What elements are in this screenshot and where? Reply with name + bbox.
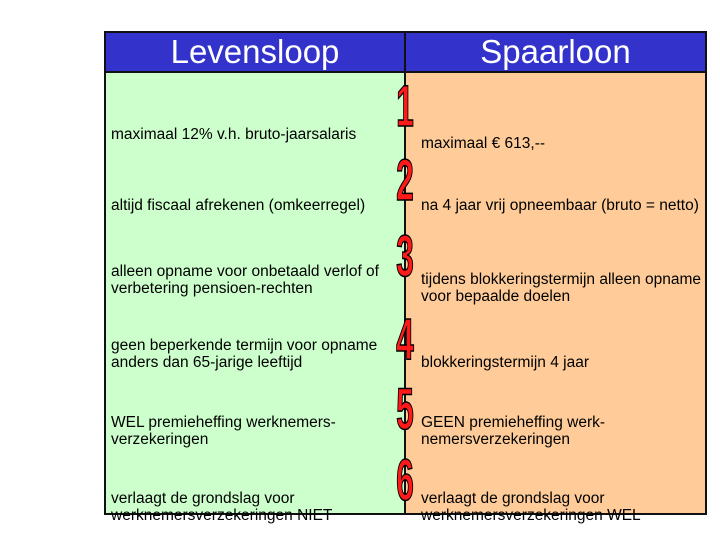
number-6: 6 <box>396 448 414 513</box>
number-2: 2 <box>396 148 414 213</box>
levensloop-row-4: geen beperkende termijn voor opname anders dan 65-jarige leeftijd <box>111 337 378 371</box>
spaarloon-row-5: GEEN premieheffing werk-nemersverzekeringen <box>421 414 606 448</box>
number-5: 5 <box>396 377 414 442</box>
levensloop-row-6: verlaagt de grondslag voor werknemersverzekeringen NIET <box>111 490 333 524</box>
number-1: 1 <box>396 74 414 139</box>
spaarloon-column <box>406 73 705 524</box>
spaarloon-row-6: verlaagt de grondslag voor werknemersverzekeringen WEL <box>421 490 641 524</box>
spaarloon-row-3: tijdens blokkeringstermijn alleen opname voor bepaalde doelen <box>421 271 702 305</box>
comparison-table <box>104 31 707 524</box>
levensloop-row-2: altijd fiscaal afrekenen (omkeerregel) <box>111 197 366 214</box>
levensloop-row-3: alleen opname voor onbetaald verlof of verbetering pensioen-rechten <box>111 263 379 297</box>
levensloop-row-5: WEL premieheffing werknemers-verzekeringen <box>111 414 336 448</box>
number-3: 3 <box>396 224 414 289</box>
levensloop-row-1: maximaal 12% v.h. bruto-jaarsalaris <box>111 126 357 143</box>
spaarloon-row-2: na 4 jaar vrij opneembaar (bruto = netto) <box>421 197 699 214</box>
number-4: 4 <box>396 307 414 372</box>
spaarloon-row-4: blokkeringstermijn 4 jaar <box>421 354 589 371</box>
header-levensloop: Levensloop <box>106 33 406 73</box>
header-spaarloon: Spaarloon <box>406 33 705 73</box>
spaarloon-row-1: maximaal € 613,-- <box>421 135 546 152</box>
levensloop-column <box>106 73 406 524</box>
